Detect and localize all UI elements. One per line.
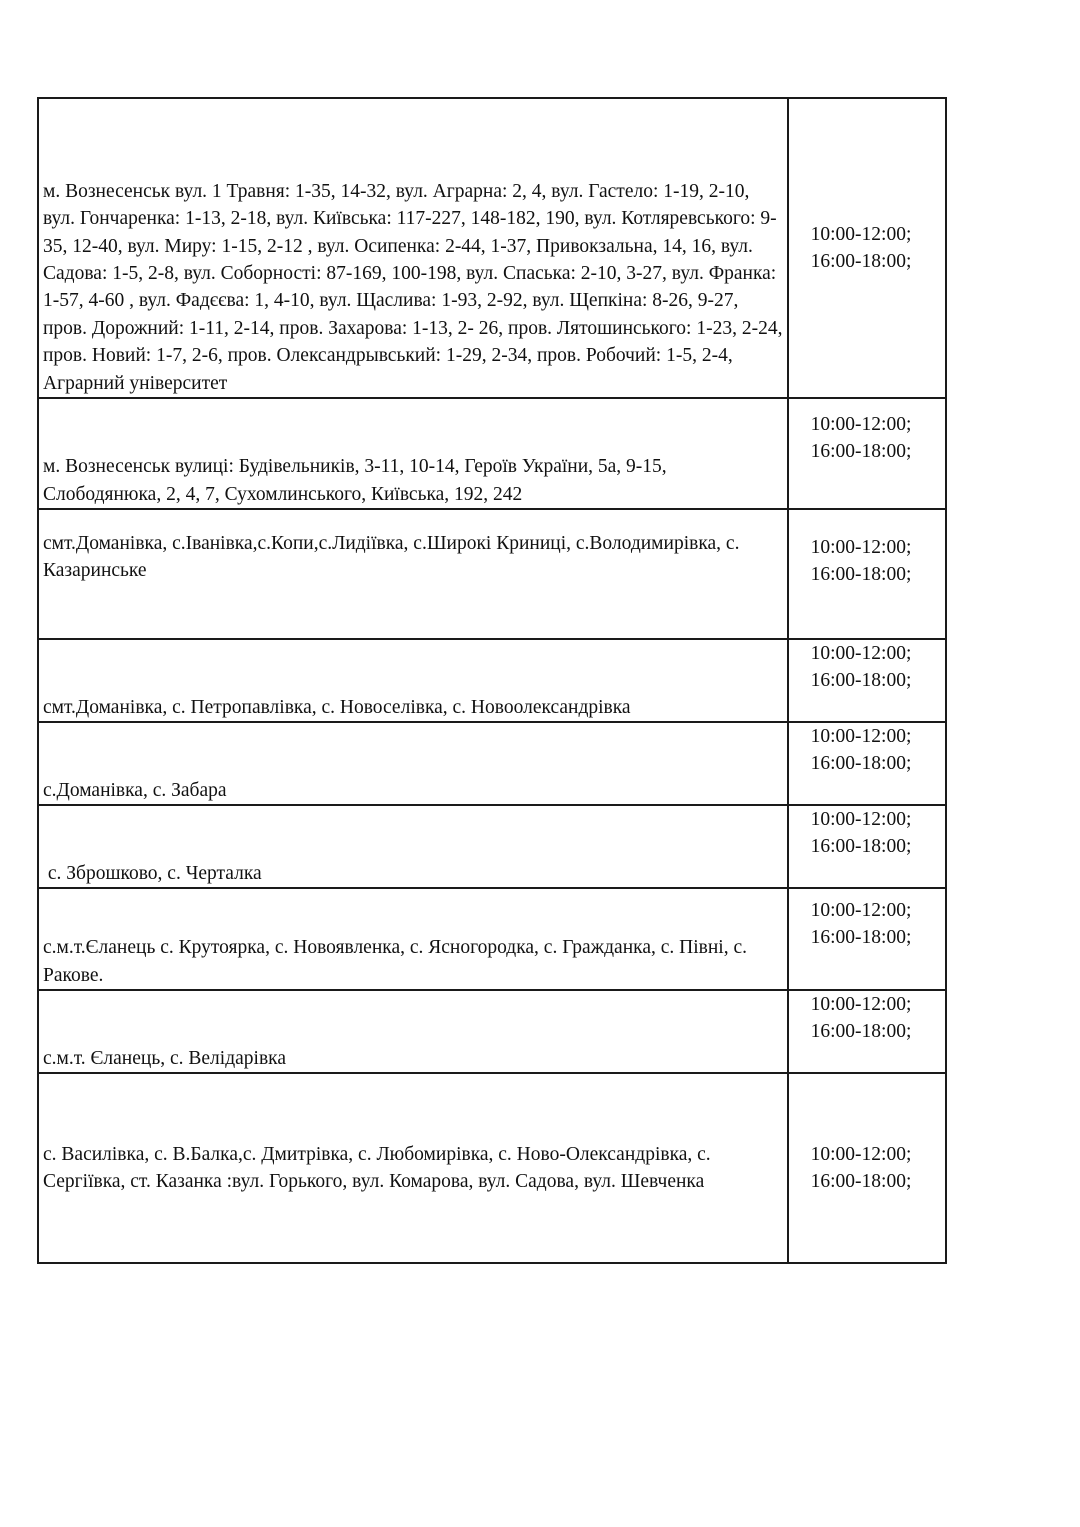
time-slot-morning: 10:00-12:00; (810, 537, 912, 558)
area-cell (38, 1073, 788, 1263)
time-cell (788, 990, 946, 1073)
time-cell (788, 805, 946, 888)
table-row (38, 509, 946, 639)
area-cell (38, 639, 788, 722)
area-cell (38, 722, 788, 805)
time-slot-evening: 16:00-18:00; (810, 927, 912, 949)
time-cell (788, 888, 946, 990)
time-slot-morning: 10:00-12:00; (810, 726, 912, 747)
time-cell (788, 639, 946, 722)
table-row (38, 1073, 946, 1263)
table-row (38, 805, 946, 888)
area-text: с.Доманівка, с. Забара (43, 779, 227, 801)
table-row (38, 990, 946, 1073)
outage-schedule-table (37, 97, 947, 1264)
area-text: с. Зброшково, с. Черталка (43, 862, 262, 884)
time-cell (788, 398, 946, 509)
area-text: м. Вознесенськ вулиці: Будівельників, 3-11, 10-14, Героїв України, 5а, 9-15, Слободянюка, 2, 4, 7, Сухомлинського, Київська, 192, 242 (43, 456, 667, 505)
area-text: с.м.т. Єланець, с. Велідарівка (43, 1047, 286, 1069)
time-slot-morning: 10:00-12:00; (810, 900, 912, 921)
time-slot-evening: 16:00-18:00; (810, 836, 912, 858)
time-slot-evening: 16:00-18:00; (810, 1171, 912, 1192)
time-slot-evening: 16:00-18:00; (810, 441, 912, 463)
time-slot-morning: 10:00-12:00; (810, 1143, 912, 1165)
table-row (38, 722, 946, 805)
area-cell (38, 509, 788, 639)
area-cell (38, 805, 788, 888)
time-slot-evening: 16:00-18:00; (810, 251, 912, 272)
table-row (38, 98, 946, 398)
area-cell (38, 98, 788, 398)
time-cell (788, 722, 946, 805)
area-cell (38, 888, 788, 990)
time-cell (788, 509, 946, 639)
time-slot-morning: 10:00-12:00; (810, 994, 912, 1015)
time-slot-morning: 10:00-12:00; (810, 414, 912, 435)
area-text: с. Василівка, с. В.Балка,с. Дмитрівка, с. Любомирівка, с. Ново-Олександрівка, с. Сергіївка, ст. Казанка :вул. Горького, вул. Комарова, вул. Садова, вул. Шевченка (43, 1143, 711, 1192)
time-slot-evening: 16:00-18:00; (810, 753, 912, 775)
table-row (38, 639, 946, 722)
area-cell (38, 398, 788, 509)
time-slot-evening: 16:00-18:00; (810, 564, 912, 586)
time-slot-evening: 16:00-18:00; (810, 1021, 912, 1043)
time-cell (788, 98, 946, 398)
time-cell (788, 1073, 946, 1263)
area-text: м. Вознесенськ вул. 1 Травня: 1-35, 14-32, вул. Аграрна: 2, 4, вул. Гастело: 1-19, 2-10, вул. Гончаренка: 1-13, 2-18, вул. Київська: 117-227, 148-182, 190, вул. Котляревського: 9-35, 12-40, вул. Миру: 1-15, 2-12 , вул. Осипенка: 2-44, 1-37, Привокзальна, 14, 16, вул. Садова: 1-5, 2-8, вул. Соборності: 87-169, 100-198, вул. Спаська: 2-10, 3-27, вул. Франка: 1-57, 4-60 , вул. Фадєєва: 1, 4-10, вул. Щаслива: 1-93, 2-92, вул. Щепкіна: 8-26, 9-27, пров. Дорожний: 1-11, 2-14, пров. Захарова: 1-13, 2- 26, пров. Лятошинського: 1-23, 2-24, пров. Новий: 1-7, 2-6, пров. Олександрывський: 1-29, 2-34, пров. Робочий: 1-5, 2-4, Аграрний університет (43, 180, 783, 394)
area-cell (38, 990, 788, 1073)
time-slot-morning: 10:00-12:00; (810, 223, 912, 245)
time-slot-morning: 10:00-12:00; (810, 643, 912, 664)
area-text: смт.Доманівка, с.Іванівка,с.Копи,с.Лидіївка, с.Широкі Криниці, с.Володимирівка, с. Казаринське (43, 533, 740, 582)
time-slot-evening: 16:00-18:00; (810, 670, 912, 692)
area-text: с.м.т.Єланець с. Крутоярка, с. Новоявленка, с. Ясногородка, с. Гражданка, с. Півні, с. Ракове. (43, 937, 747, 986)
time-slot-morning: 10:00-12:00; (810, 809, 912, 830)
table-row (38, 888, 946, 990)
table-row (38, 398, 946, 509)
area-text: смт.Доманівка, с. Петропавлівка, с. Новоселівка, с. Новоолександрівка (43, 696, 631, 718)
